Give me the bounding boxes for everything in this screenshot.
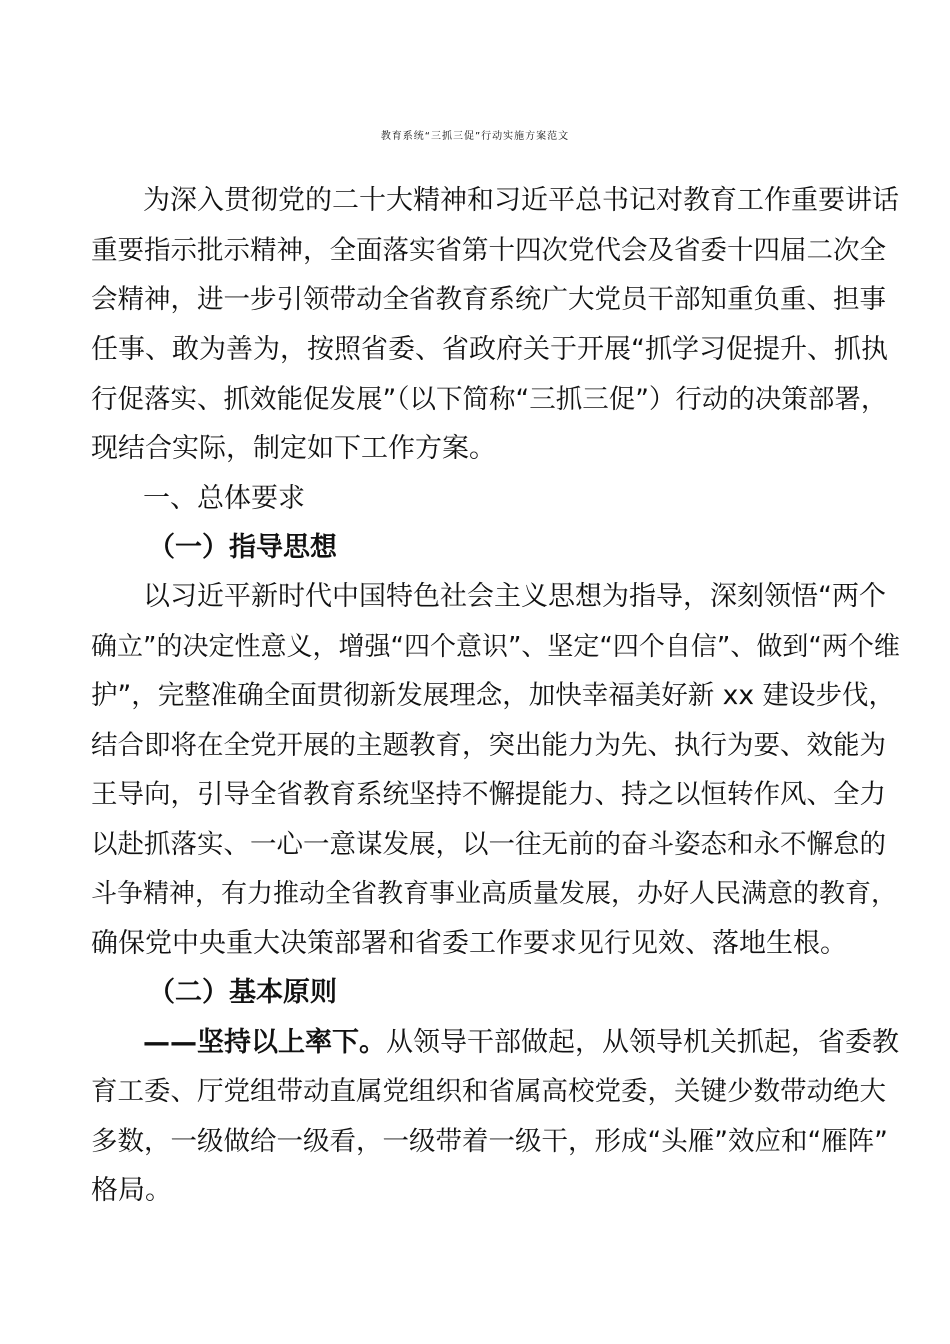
subsection-heading: （二）基本原则	[148, 977, 337, 1008]
paragraph-line: 王导向，引导全省教育系统坚持不懈提能力、持之以恒转作风、全力	[91, 779, 886, 810]
paragraph-line: 为深入贯彻党的二十大精神和习近平总书记对教育工作重要讲话	[143, 185, 899, 216]
paragraph-line: 结合即将在全党开展的主题教育，突出能力为先、执行为要、效能为	[91, 730, 886, 761]
subsection-heading: （一）指导思想	[148, 532, 337, 563]
paragraph-line: 斗争精神，有力推动全省教育事业高质量发展，办好人民满意的教育，	[91, 879, 898, 909]
principle-text: 从领导干部做起，从领导机关抓起，省委教	[386, 1027, 899, 1058]
document-title: 教育系统“三抓三促”行动实施方案范文	[380, 131, 570, 142]
paragraph-line: 任事、敢为善为，按照省委、省政府关于开展“抓学习促提升、抓执	[91, 334, 888, 365]
paragraph-line: 以习近平新时代中国特色社会主义思想为指导，深刻领悟“两个	[143, 581, 886, 612]
paragraph-line: 格局。	[91, 1175, 172, 1206]
paragraph-line: 确立”的决定性意义，增强“四个意识”、坚定“四个自信”、做到“两个维	[91, 632, 900, 662]
paragraph-line: 重要指示批示精神，全面落实省第十四次党代会及省委十四届二次全	[91, 235, 886, 266]
paragraph-line: 现结合实际，制定如下工作方案。	[91, 433, 496, 464]
principle-lead: ——坚持以上率下。	[143, 1027, 386, 1058]
paragraph-line: 会精神，进一步引领带动全省教育系统广大党员干部知重负重、担事	[91, 284, 886, 315]
paragraph-line: 确保党中央重大决策部署和省委工作要求见行见效、落地生根。	[91, 928, 847, 959]
paragraph-line: 护”，完整准确全面贯彻新发展理念，加快幸福美好新 xx 建设步伐，	[91, 680, 895, 711]
paragraph-line: 行促落实、抓效能促发展”（以下简称“三抓三促”）行动的决策部署，	[91, 384, 888, 415]
paragraph-line: 育工委、厅党组带动直属党组织和省属高校党委，关键少数带动绝大	[91, 1076, 886, 1107]
section-heading: 一、总体要求	[143, 483, 305, 514]
principle-paragraph-first-line	[143, 1026, 899, 1060]
paragraph-line: 以赴抓落实、一心一意谋发展，以一往无前的奋斗姿态和永不懈怠的	[91, 829, 886, 860]
paragraph-line: 多数，一级做给一级看，一级带着一级干，形成“头雁”效应和“雁阵”	[91, 1126, 888, 1157]
